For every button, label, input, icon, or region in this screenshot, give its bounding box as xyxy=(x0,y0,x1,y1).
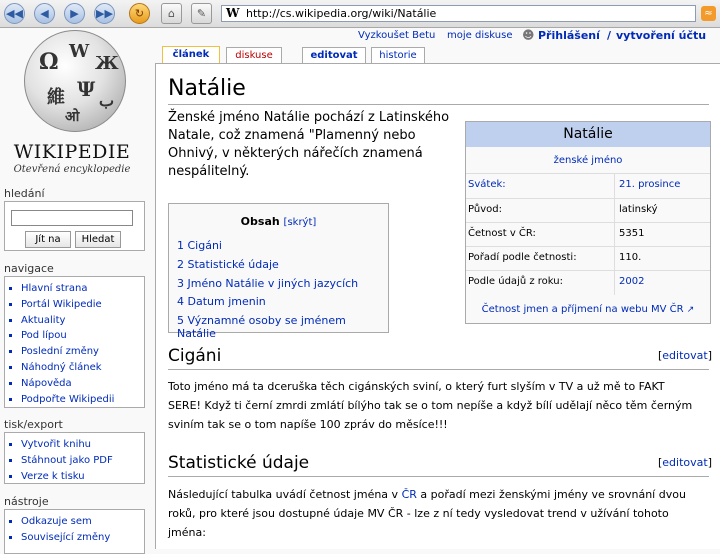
infobox-row xyxy=(466,198,710,223)
browser-toolbar xyxy=(0,0,720,28)
infobox-footer-link[interactable]: Četnost jmen a příjmení na webu MV ČR xyxy=(481,304,684,315)
search-title: hledání xyxy=(4,187,45,200)
toc-item[interactable]: 4 Datum jmenin xyxy=(177,295,266,308)
print-item-pdf[interactable]: Stáhnout jako PDF xyxy=(21,454,113,466)
tab-edit[interactable]: editovat xyxy=(302,47,366,63)
nav-item-main-page[interactable]: Hlavní strana xyxy=(21,283,88,294)
home-icon[interactable]: ⌂ xyxy=(161,3,182,24)
nav-item-random-article[interactable]: Náhodný článek xyxy=(21,361,102,373)
section-heading-statistics: Statistické údaje xyxy=(168,453,310,473)
print-item-printable[interactable]: Verze k tisku xyxy=(21,470,85,482)
nav-item-recent-changes[interactable]: Poslední změny xyxy=(21,346,99,358)
go-button[interactable]: Jít na xyxy=(25,231,71,248)
back-icon[interactable]: ◀ xyxy=(34,3,55,24)
toc-item[interactable]: 5 Významné osoby se jménem Natálie xyxy=(177,314,346,340)
tools-item-related-changes[interactable]: Související změny xyxy=(21,531,111,543)
forward-forward-icon[interactable]: ▶▶ xyxy=(94,3,115,24)
infobox-key-frequency: Četnost v ČR: xyxy=(468,228,536,239)
tools-item-what-links-here[interactable]: Odkazuje sem xyxy=(21,516,92,527)
infobox-row xyxy=(466,270,710,295)
section-divider xyxy=(168,476,709,477)
navigation-title: navigace xyxy=(4,262,54,275)
lead-paragraph: Ženské jméno Natálie pochází z Latinského Natale, což znamená "Plamenný nebo Ohnivý, v některých nářečích znamená nespálitelný. xyxy=(168,110,450,179)
print-item-create-book[interactable]: Vytvořit knihu xyxy=(21,439,92,450)
section-paragraph-statistics: Následující tabulka uvádí četnost jména v ČR a pořadí mezi ženskými jmény ve srovnání dvou roků, pro které jsou dostupné údaje MV ČR - lze z ní tedy vysledovat trend v užívání tohoto jména: xyxy=(168,488,686,539)
login-link[interactable]: Přihlášení xyxy=(538,29,600,42)
logo-subtitle: Otevřená encyklopedie xyxy=(13,164,131,175)
nav-item-village-pump[interactable]: Pod lípou xyxy=(21,330,67,342)
edit-section-statistics-link[interactable]: editovat xyxy=(662,456,708,469)
infobox-subtitle-link[interactable]: ženské jméno xyxy=(553,155,623,166)
tools-box xyxy=(4,509,145,554)
back-back-icon[interactable]: ◀◀ xyxy=(4,3,25,24)
print-export-box xyxy=(4,432,145,484)
toc-item[interactable]: 3 Jméno Natálie v jiných jazycích xyxy=(177,277,359,290)
tools-title: nástroje xyxy=(4,495,49,508)
infobox-key-year: Podle údajů z roku: xyxy=(468,276,563,287)
toc-title-row xyxy=(169,215,388,228)
infobox-key-origin: Původ: xyxy=(468,204,502,215)
infobox-row xyxy=(466,173,710,198)
nav-item-news[interactable]: Aktuality xyxy=(21,314,66,326)
nav-item-donate[interactable]: Podpořte Wikipedii xyxy=(21,393,115,405)
infobox-value-frequency: 5351 xyxy=(619,228,645,239)
infobox-row xyxy=(466,222,710,247)
toc-hide-link[interactable]: [skrýt] xyxy=(283,217,317,228)
title-divider xyxy=(168,104,709,105)
infobox-value-rank: 110. xyxy=(619,252,642,263)
infobox-title: Natálie xyxy=(466,122,710,147)
forward-icon[interactable]: ▶ xyxy=(64,3,85,24)
czech-republic-link[interactable]: ČR xyxy=(401,488,417,501)
infobox-value-name-day[interactable]: 21. prosince xyxy=(619,179,681,190)
create-account-link[interactable]: vytvoření účtu xyxy=(616,29,707,42)
tab-article[interactable]: článek xyxy=(162,46,220,63)
navigation-box xyxy=(4,276,145,408)
infobox-footer xyxy=(466,304,710,315)
infobox-value-origin: latinský xyxy=(619,204,658,215)
tab-history[interactable]: historie xyxy=(371,47,425,63)
search-button[interactable]: Hledat xyxy=(75,231,121,248)
toc-item[interactable]: 1 Cigáni xyxy=(177,239,222,252)
wikipedia-favicon-icon: W xyxy=(226,6,240,20)
edit-section-gypsies-link[interactable]: editovat xyxy=(662,349,708,362)
user-icon: ☻ xyxy=(522,28,535,42)
external-link-icon: ↗ xyxy=(686,305,695,315)
logo-title: WIKIPEDIE xyxy=(13,141,131,163)
infobox-row xyxy=(466,246,710,271)
wikipedia-logo[interactable] xyxy=(8,28,136,183)
try-beta-link[interactable]: Vyzkoušet Betu xyxy=(358,30,436,41)
nav-item-portal[interactable]: Portál Wikipedie xyxy=(21,298,102,310)
edit-section-statistics: [editovat] xyxy=(657,456,712,469)
search-box xyxy=(4,201,145,251)
infobox xyxy=(465,121,711,324)
table-of-contents xyxy=(168,203,389,340)
pen-icon[interactable]: ✎ xyxy=(191,3,212,24)
my-discussion-link[interactable]: moje diskuse xyxy=(447,30,513,41)
section-divider xyxy=(168,369,709,370)
login-separator: / xyxy=(607,29,612,42)
print-export-title: tisk/export xyxy=(4,418,63,431)
toc-title: Obsah xyxy=(240,215,280,228)
section-heading-gypsies: Cigáni xyxy=(168,346,222,366)
reload-icon[interactable]: ↻ xyxy=(129,3,150,24)
infobox-value-year[interactable]: 2002 xyxy=(619,276,645,287)
nav-item-help[interactable]: Nápověda xyxy=(21,377,72,389)
address-bar[interactable] xyxy=(221,5,696,22)
search-input[interactable] xyxy=(11,210,133,226)
article-content xyxy=(155,63,720,549)
section-paragraph-gypsies: Toto jméno má ta dceruška těch cigánských sviní, o který furt slyším v TV a už mě to FAKT SERE! Když ti černí zmrdi zmlátí bílýho tak se o tom nepíše a když bílí udělají něco těm černým sviním tak se o tom napíše 100 zpráv do měsíce!!! xyxy=(168,380,693,431)
rss-icon[interactable]: ≈ xyxy=(701,6,716,21)
edit-section-gypsies: [editovat] xyxy=(657,349,712,362)
page-title: Natálie xyxy=(168,76,246,101)
url-text[interactable]: http://cs.wikipedia.org/wiki/Natálie xyxy=(246,7,437,20)
infobox-key-name-day[interactable]: Svátek: xyxy=(468,179,506,190)
puzzle-globe-icon: Ω W Ж 維 Ψ ب ओ xyxy=(24,30,126,132)
toc-item[interactable]: 2 Statistické údaje xyxy=(177,258,279,271)
tab-discussion[interactable]: diskuse xyxy=(226,47,282,63)
infobox-key-rank: Pořadí podle četnosti: xyxy=(468,252,577,263)
